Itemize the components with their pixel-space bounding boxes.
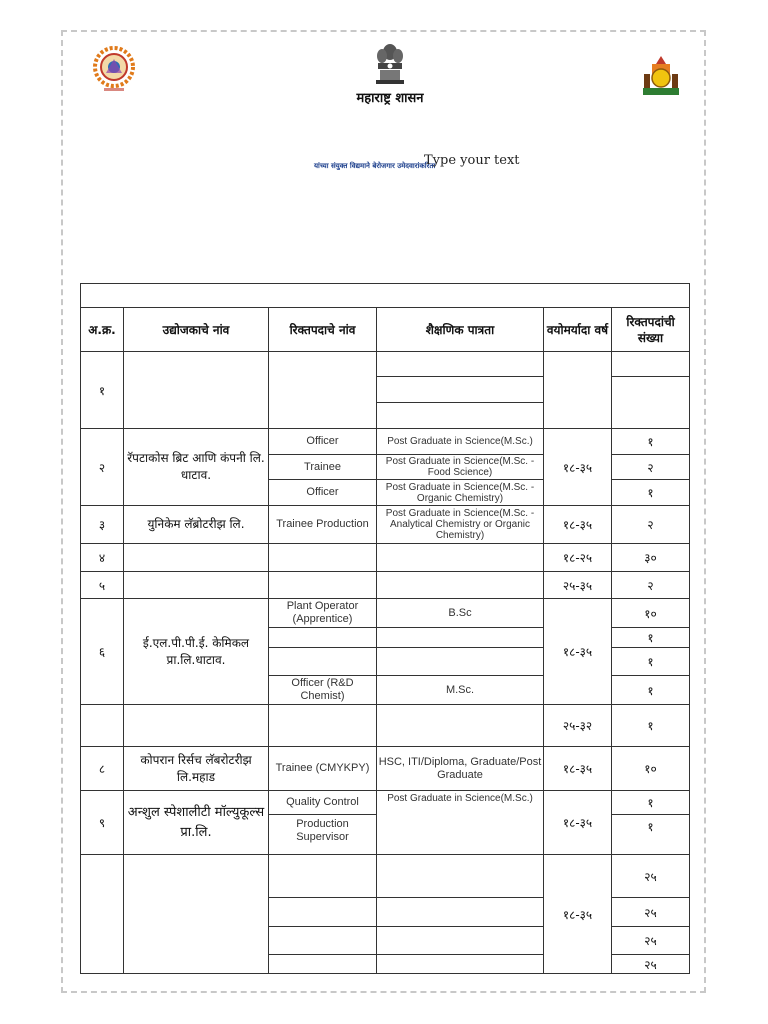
cell-count: २: [612, 572, 690, 599]
cell-sr: ६: [81, 599, 124, 705]
skill-development-logo: [86, 45, 142, 93]
cell-post: [269, 898, 377, 927]
cell-post: Quality Control: [269, 791, 377, 815]
subtitle: यांच्या संयुक्त विद्यमाने बेरोजगार उमेदवारांकरिता: [314, 162, 436, 170]
cell-education: Post Graduate in Science(M.Sc.): [377, 791, 544, 855]
cell-education: Post Graduate in Science(M.Sc. - Organic Chemistry): [377, 480, 544, 506]
cell-education: Post Graduate in Science(M.Sc.): [377, 429, 544, 455]
table-row: [81, 599, 690, 628]
cell-sr: [81, 855, 124, 974]
table-row: [81, 747, 690, 791]
placeholder-text: Type your text: [424, 153, 520, 168]
cell-count: १: [612, 676, 690, 705]
government-title: महाराष्ट्र शासन: [356, 91, 424, 106]
cell-sr: ३: [81, 506, 124, 544]
cell-post: Trainee: [269, 455, 377, 480]
cell-education: [377, 705, 544, 747]
cell-post: Trainee Production: [269, 506, 377, 544]
header-sr: अ.क्र.: [81, 308, 124, 352]
cell-education: M.Sc.: [377, 676, 544, 705]
header-company: उद्योजकाचे नांव: [124, 308, 269, 352]
cell-education: B.Sc: [377, 599, 544, 628]
cell-age: १८-२५: [544, 544, 612, 572]
cell-company: [124, 705, 269, 747]
cell-sr: ९: [81, 791, 124, 855]
cell-education: [377, 403, 544, 429]
cell-sr: ४: [81, 544, 124, 572]
cell-count: १: [612, 628, 690, 648]
table-row: [81, 855, 690, 898]
cell-post: [269, 628, 377, 648]
cell-post: [269, 927, 377, 955]
cell-count: १०: [612, 599, 690, 628]
cell-count: २: [612, 455, 690, 480]
cell-count: १: [612, 815, 690, 855]
cell-post: Officer: [269, 429, 377, 455]
table-row: [81, 544, 690, 572]
cell-count: २: [612, 506, 690, 544]
cell-education: [377, 927, 544, 955]
table-row: [81, 705, 690, 747]
cell-sr: ५: [81, 572, 124, 599]
cell-post: [269, 648, 377, 676]
header-age: वयोमर्यादा वर्ष: [544, 308, 612, 352]
cell-count: २५: [612, 955, 690, 974]
table-caption-cell: [81, 284, 690, 308]
cell-education: [377, 648, 544, 676]
table-row: [81, 506, 690, 544]
cell-age: १८-३५: [544, 747, 612, 791]
cell-education: [377, 898, 544, 927]
cell-post: Plant Operator (Apprentice): [269, 599, 377, 628]
cell-post: [269, 705, 377, 747]
cell-post: [269, 955, 377, 974]
cell-company: [124, 544, 269, 572]
cell-count: २५: [612, 898, 690, 927]
cell-count: २५: [612, 855, 690, 898]
cell-post: Officer (R&D Chemist): [269, 676, 377, 705]
cell-education: [377, 352, 544, 377]
cell-post: [269, 544, 377, 572]
cell-company: अन्शुल स्पेशालीटी मॉल्युकूल्स प्रा.लि.: [124, 791, 269, 855]
vacancy-table: [80, 283, 690, 974]
cell-post: Production Supervisor: [269, 815, 377, 855]
cell-education: HSC, ITI/Diploma, Graduate/Post Graduate: [377, 747, 544, 791]
cell-company: [124, 572, 269, 599]
cell-count: [612, 352, 690, 377]
cell-sr: २: [81, 429, 124, 506]
cell-count: २५: [612, 927, 690, 955]
cell-education: Post Graduate in Science(M.Sc. - Food Science): [377, 455, 544, 480]
cell-age: [544, 352, 612, 429]
header-education: शैक्षणिक पात्रता: [377, 308, 544, 352]
cell-education: [377, 855, 544, 898]
cell-sr: [81, 705, 124, 747]
cell-company: ई.एल.पी.पी.ई. केमिकल प्रा.लि.धाटाव.: [124, 599, 269, 705]
cell-company: [124, 855, 269, 974]
cell-age: १८-३५: [544, 855, 612, 974]
cell-company: [124, 352, 269, 429]
cell-education: [377, 544, 544, 572]
cell-age: २५-३५: [544, 572, 612, 599]
cell-education: [377, 955, 544, 974]
cell-age: १८-३५: [544, 791, 612, 855]
cell-post: [269, 572, 377, 599]
cell-age: २५-३२: [544, 705, 612, 747]
cell-count: १: [612, 791, 690, 815]
header-post: रिक्तपदाचे नांव: [269, 308, 377, 352]
table-row: [81, 352, 690, 377]
cell-sr: १: [81, 352, 124, 429]
cell-education: [377, 377, 544, 403]
maharashtra-seal-icon: [640, 54, 682, 98]
cell-education: [377, 628, 544, 648]
table-header-row: [81, 308, 690, 352]
cell-count: १०: [612, 747, 690, 791]
cell-age: १८-३५: [544, 599, 612, 705]
table-row: [81, 572, 690, 599]
table-caption-row: [81, 284, 690, 308]
cell-count: ३०: [612, 544, 690, 572]
cell-age: १८-३५: [544, 429, 612, 506]
cell-count: १: [612, 705, 690, 747]
cell-company: युनिकेम लॅब्रोटरीझ लि.: [124, 506, 269, 544]
cell-count: १: [612, 429, 690, 455]
cell-sr: ८: [81, 747, 124, 791]
cell-post: Trainee (CMYKPY): [269, 747, 377, 791]
cell-education: Post Graduate in Science(M.Sc. - Analytical Chemistry or Organic Chemistry): [377, 506, 544, 544]
cell-age: १८-३५: [544, 506, 612, 544]
cell-post: [269, 352, 377, 429]
national-emblem-icon: [370, 40, 410, 88]
table-row: [81, 429, 690, 455]
cell-company: रॅपटाकोस ब्रिट आणि कंपनी लि. धाटाव.: [124, 429, 269, 506]
cell-company: कोपरान रिर्सच लॅबरोटरीझ लि.महाड: [124, 747, 269, 791]
cell-post: [269, 855, 377, 898]
cell-post: Officer: [269, 480, 377, 506]
cell-education: [377, 572, 544, 599]
cell-count: १: [612, 480, 690, 506]
table-row: [81, 791, 690, 815]
header-count: रिक्तपदांची संख्या: [612, 308, 690, 352]
cell-count: १: [612, 648, 690, 676]
cell-count: [612, 377, 690, 429]
